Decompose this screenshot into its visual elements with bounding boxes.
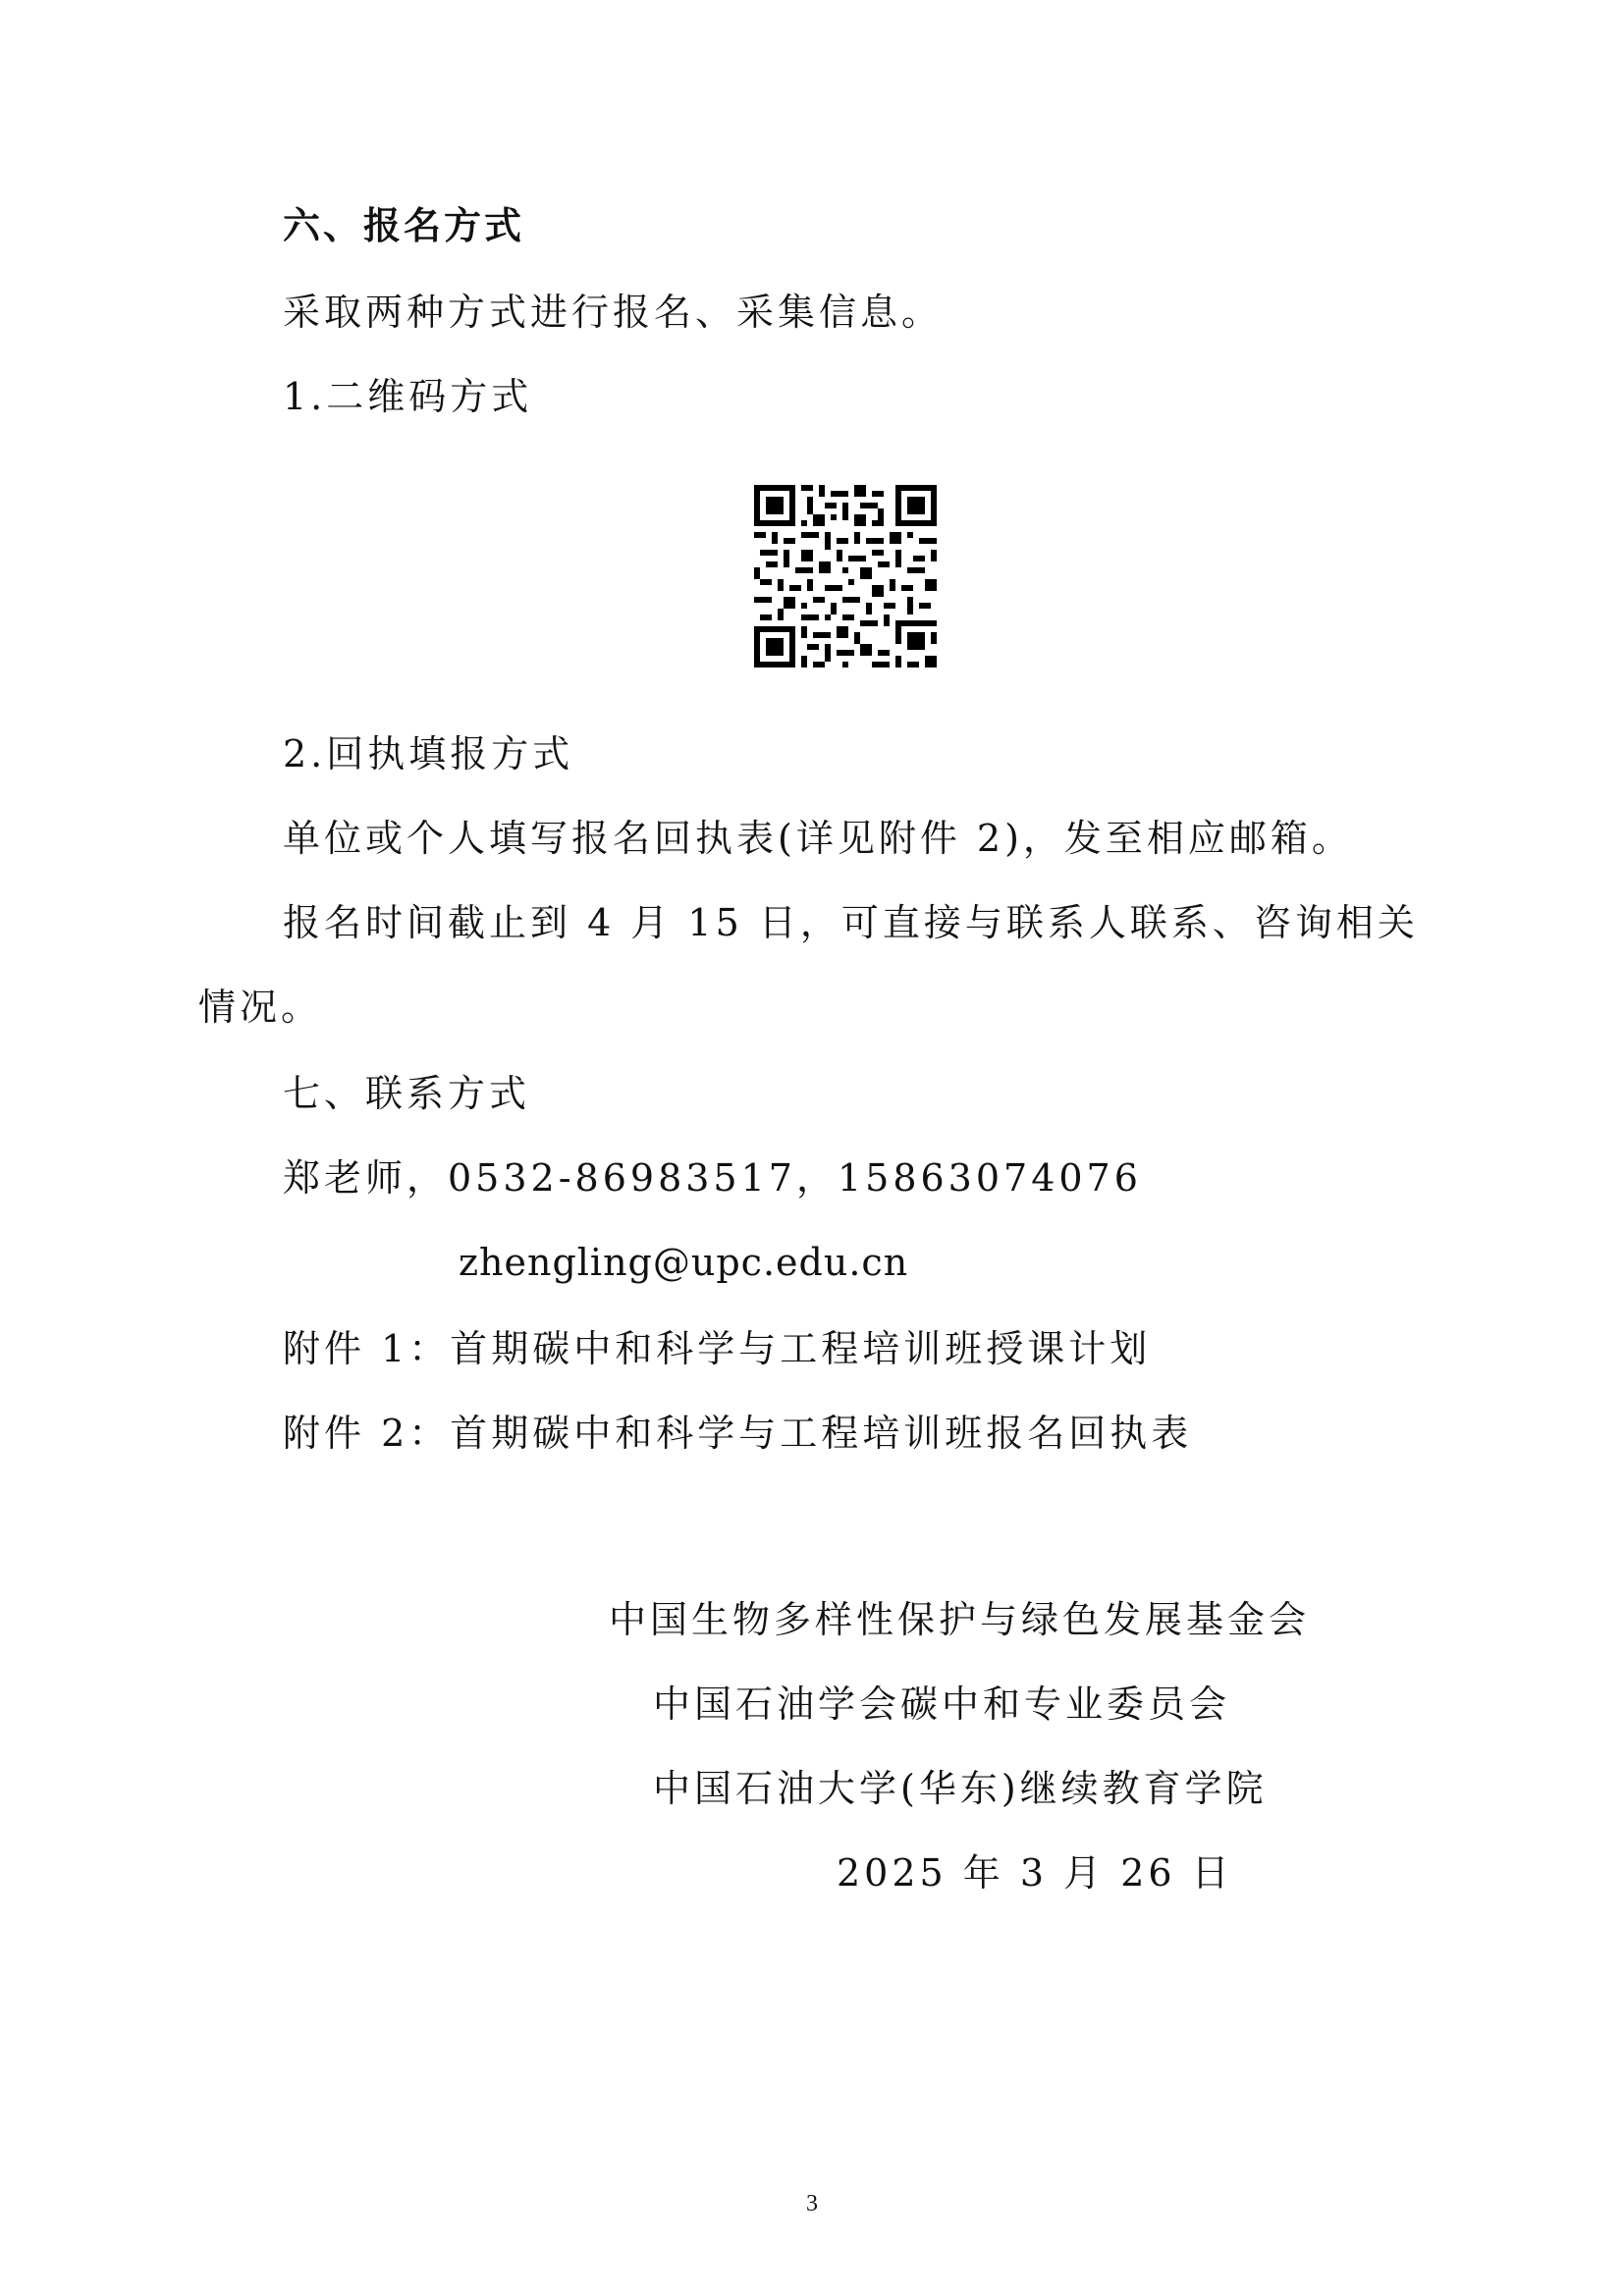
registration-qr-code[interactable] — [754, 485, 937, 667]
deadline-line-1: 报名时间截止到 4 月 15 日，可直接与联系人联系、咨询相关 — [283, 901, 1419, 944]
attachment-2: 附件 2：首期碳中和科学与工程培训班报名回执表 — [283, 1412, 1193, 1455]
section-heading-registration: 六、报名方式 — [283, 204, 525, 247]
method-receipt-label: 2.回执填报方式 — [283, 732, 574, 775]
method-qr-label: 1.二维码方式 — [283, 375, 533, 418]
method-receipt-description: 单位或个人填写报名回执表(详见附件 2)，发至相应邮箱。 — [283, 817, 1353, 860]
signature-date: 2025 年 3 月 26 日 — [837, 1851, 1233, 1895]
registration-intro: 采取两种方式进行报名、采集信息。 — [283, 291, 944, 334]
page-number: 3 — [806, 2191, 818, 2216]
contact-email-link[interactable]: zhengling@upc.edu.cn — [459, 1241, 909, 1284]
contact-phone-line: 郑老师，0532-86983517，15863074076 — [283, 1156, 1142, 1200]
signature-org-3: 中国石油大学(华东)继续教育学院 — [653, 1767, 1268, 1810]
section-heading-contact: 七、联系方式 — [283, 1072, 531, 1115]
signature-org-2: 中国石油学会碳中和专业委员会 — [653, 1682, 1231, 1726]
signature-org-1: 中国生物多样性保护与绿色发展基金会 — [609, 1598, 1311, 1641]
deadline-line-2: 情况。 — [198, 986, 323, 1029]
attachment-1: 附件 1：首期碳中和科学与工程培训班授课计划 — [283, 1327, 1152, 1370]
